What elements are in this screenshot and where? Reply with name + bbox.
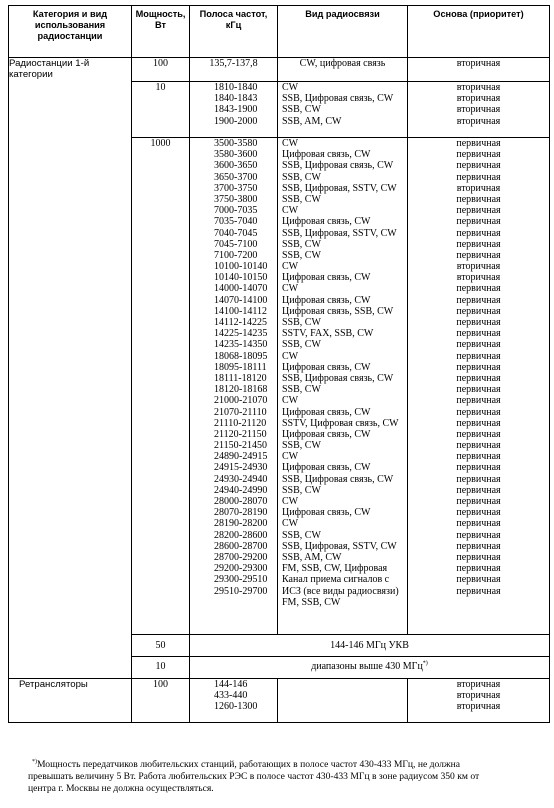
band-value: 29300-29510 <box>214 574 268 586</box>
mode-value: SSB, Цифровая, SSTV, CW <box>282 182 397 194</box>
mode-value: Цифровая связь, CW <box>282 272 371 284</box>
band-value: 7045-7100 <box>214 238 258 250</box>
band-value: 18068-18095 <box>214 350 268 362</box>
band-value: 1840-1843 <box>214 93 258 105</box>
footnote-line-2: превышать величину 5 Вт. Работа любительских РЭС в полосе частот 430-433 МГц в зоне радиусом 350 км от <box>28 771 480 782</box>
priority-value: первичная <box>456 317 501 328</box>
band-value: 28200-28600 <box>214 529 268 541</box>
priority-value: первичная <box>456 574 501 586</box>
priority-value: вторичная <box>456 701 501 713</box>
priority-value: первичная <box>456 350 501 362</box>
mode-value: CW <box>282 261 299 273</box>
priority-value: вторичная <box>456 115 501 127</box>
band-value: 21150-21450 <box>214 440 267 452</box>
band-value: 10140-10150 <box>214 272 268 284</box>
mode-cell <box>278 82 408 138</box>
table-row <box>9 679 550 723</box>
band-value: 10100-10140 <box>214 261 268 273</box>
mode-value: Канал приема сигналов с <box>282 574 390 586</box>
priority-cell <box>408 82 550 138</box>
power-cell: 10 <box>132 657 190 679</box>
band-value: 14112-14225 <box>214 317 267 328</box>
band-value: 24890-24915 <box>214 451 268 463</box>
band-value: 28600-28700 <box>214 540 268 552</box>
footnote-text-1: Мощность передатчиков любительских станций, работающих в полосе частот 430-433 МГц, не должна <box>37 759 460 770</box>
mode-value: CW, цифровая связь <box>299 58 386 69</box>
band-value: 24940-24990 <box>214 484 268 496</box>
merged-band-cell <box>190 635 550 657</box>
priority-value: первичная <box>456 585 501 597</box>
band-value: 28000-28070 <box>214 496 268 507</box>
band-value: 3750-3800 <box>214 193 258 205</box>
mode-value: Цифровая связь, CW <box>282 406 371 418</box>
footnote-line-3: центра г. Москвы не должна осуществляться. <box>28 783 214 794</box>
mode-value: Цифровая связь, CW <box>282 294 371 306</box>
header-band: Полоса частот, кГц <box>190 6 278 58</box>
priority-value: первичная <box>456 462 501 474</box>
priority-value: первичная <box>456 529 501 541</box>
header-power: Мощность, Вт <box>132 6 190 58</box>
mode-value: Цифровая связь, SSB, CW <box>282 305 394 317</box>
priority-value: первичная <box>456 171 501 183</box>
mode-value: SSB, Цифровая связь, CW <box>282 93 394 105</box>
mode-value: ИСЗ (все виды радиосвязи) <box>282 585 399 597</box>
mode-value: Цифровая связь, CW <box>282 149 371 161</box>
mode-value: SSB, Цифровая, SSTV, CW <box>282 540 397 552</box>
band-value: 14235-14350 <box>214 339 268 351</box>
band-text: 144-146 МГц УКВ <box>330 640 409 651</box>
band-value: 433-440 <box>214 690 248 702</box>
priority-value: первичная <box>456 484 501 496</box>
priority-value: вторичная <box>456 182 501 194</box>
band-value: 14225-14235 <box>214 328 268 340</box>
mode-value: CW <box>282 138 299 149</box>
band-value: 7035-7040 <box>214 216 258 228</box>
band-value: 28070-28190 <box>214 507 268 519</box>
header-category: Категория и вид использования радиостанции <box>9 6 132 58</box>
mode-value: SSB, Цифровая связь, CW <box>282 160 394 172</box>
mode-value: CW <box>282 350 299 362</box>
priority-value: первичная <box>456 551 501 563</box>
band-value: 3580-3600 <box>214 149 258 161</box>
band-text: диапазоны выше 430 МГц <box>311 661 423 672</box>
mode-value: SSB, Цифровая связь, CW <box>282 372 394 384</box>
mode-value: SSB, CW <box>282 484 321 496</box>
band-value: 24915-24930 <box>214 462 268 474</box>
priority-value: первичная <box>456 149 501 161</box>
band-value: 7100-7200 <box>214 249 258 261</box>
priority-value: первичная <box>456 384 501 396</box>
power-cell: 50 <box>132 635 190 657</box>
mode-value: Цифровая связь, CW <box>282 462 371 474</box>
priority-value: вторичная <box>456 690 501 702</box>
priority-value: первичная <box>456 294 501 306</box>
frequency-allocation-table <box>8 5 550 723</box>
mode-value: SSB, Цифровая, SSTV, CW <box>282 227 397 239</box>
priority-value: первичная <box>456 440 501 452</box>
priority-value: первичная <box>456 428 501 440</box>
mode-value: SSTV, FAX, SSB, CW <box>282 328 374 340</box>
mode-value: SSB, AM, CW <box>282 551 342 563</box>
priority-value: первичная <box>456 473 501 485</box>
band-value: 28700-29200 <box>214 551 268 563</box>
priority-value: первичная <box>456 138 501 149</box>
mode-value: FM, SSB, CW <box>282 596 341 608</box>
priority-value: первичная <box>456 540 501 552</box>
mode-value: CW <box>282 518 299 530</box>
band-value: 3500-3580 <box>214 138 258 149</box>
priority-value: вторичная <box>456 272 501 284</box>
band-value: 1810-1840 <box>214 82 258 93</box>
priority-value: первичная <box>456 395 501 407</box>
band-cell <box>190 82 278 138</box>
priority-value: первичная <box>456 563 501 575</box>
band-value: 3700-3750 <box>214 182 258 194</box>
priority-value: первичная <box>456 451 501 463</box>
band-value: 14000-14070 <box>214 283 268 295</box>
power-cell: 100 <box>132 679 190 723</box>
mode-cell <box>278 58 408 82</box>
power-cell: 100 <box>132 58 190 82</box>
mode-cell <box>278 679 408 723</box>
mode-value: SSB, Цифровая связь, CW <box>282 473 394 485</box>
priority-value: вторичная <box>456 104 501 116</box>
footnote-mark: *) <box>32 758 37 765</box>
band-value: 1900-2000 <box>214 115 258 127</box>
mode-value: CW <box>282 395 299 407</box>
band-value: 29200-29300 <box>214 563 268 575</box>
priority-value: первичная <box>456 496 501 507</box>
band-value: 18111-18120 <box>214 372 267 384</box>
band-cell <box>190 679 278 723</box>
priority-value: первичная <box>456 193 501 205</box>
footnote <box>28 759 538 795</box>
band-value: 3600-3650 <box>214 160 258 172</box>
mode-value: Цифровая связь, CW <box>282 507 371 519</box>
band-value: 135,7-137,8 <box>209 58 258 69</box>
priority-value: вторичная <box>456 93 501 105</box>
priority-value: первичная <box>456 372 501 384</box>
priority-value: вторичная <box>456 82 501 93</box>
band-value: 24930-24940 <box>214 473 268 485</box>
priority-value: первичная <box>456 249 501 261</box>
band-value: 7040-7045 <box>214 227 258 239</box>
mode-value: SSB, CW <box>282 440 321 452</box>
category-cell <box>9 58 132 679</box>
band-value: 21000-21070 <box>214 395 268 407</box>
power-cell: 10 <box>132 82 190 138</box>
mode-value: Цифровая связь, CW <box>282 428 371 440</box>
mode-value: SSB, CW <box>282 104 321 116</box>
power-cell: 1000 <box>132 138 190 635</box>
category-label: Радиостанции 1-й категории <box>9 58 90 80</box>
priority-value: первичная <box>456 417 501 429</box>
band-value: 1843-1900 <box>214 104 258 116</box>
band-value: 21110-21120 <box>214 417 267 429</box>
header-row <box>9 6 550 58</box>
priority-value: первичная <box>456 518 501 530</box>
mode-value: Цифровая связь, CW <box>282 361 371 373</box>
mode-value: CW <box>282 283 299 295</box>
band-value: 144-146 <box>214 679 248 690</box>
priority-value: вторичная <box>456 261 501 273</box>
mode-value: SSTV, Цифровая связь, CW <box>282 417 399 429</box>
priority-value: первичная <box>456 227 501 239</box>
mode-cell <box>278 138 408 635</box>
band-value: 14100-14112 <box>214 305 267 317</box>
mode-value: SSB, CW <box>282 339 321 351</box>
band-value: 21070-21110 <box>214 406 267 418</box>
mode-value: SSB, CW <box>282 384 321 396</box>
mode-value: Цифровая связь, CW <box>282 216 371 228</box>
merged-band-cell <box>190 657 550 679</box>
priority-cell <box>408 58 550 82</box>
mode-value: SSB, CW <box>282 317 321 328</box>
mode-value: SSB, CW <box>282 193 321 205</box>
priority-value: первичная <box>456 507 501 519</box>
band-cell <box>190 58 278 82</box>
priority-value: первичная <box>456 205 501 217</box>
category-cell <box>9 679 132 723</box>
band-value: 7000-7035 <box>214 205 258 217</box>
priority-cell <box>408 138 550 635</box>
footnote-line-1 <box>28 759 538 771</box>
band-value: 18120-18168 <box>214 384 268 396</box>
band-value: 18095-18111 <box>214 361 267 373</box>
priority-value: первичная <box>456 160 501 172</box>
mode-value: CW <box>282 82 299 93</box>
priority-value: вторичная <box>456 679 501 690</box>
priority-value: вторичная <box>456 58 501 69</box>
priority-value: первичная <box>456 406 501 418</box>
footnote-marker: *) <box>422 660 428 667</box>
header-mode: Вид радиосвязи <box>278 6 408 58</box>
mode-value: CW <box>282 451 299 463</box>
header-basis: Основа (приоритет) <box>408 6 550 58</box>
mode-value: SSB, CW <box>282 238 321 250</box>
band-value: 3650-3700 <box>214 171 258 183</box>
priority-value: первичная <box>456 328 501 340</box>
mode-value: SSB, CW <box>282 171 321 183</box>
priority-value: первичная <box>456 238 501 250</box>
mode-value: SSB, CW <box>282 529 321 541</box>
category-label: Ретрансляторы <box>19 679 88 690</box>
priority-value: первичная <box>456 361 501 373</box>
band-value: 21120-21150 <box>214 428 267 440</box>
band-value: 1260-1300 <box>214 701 258 713</box>
mode-value: CW <box>282 496 299 507</box>
mode-value: CW <box>282 205 299 217</box>
mode-value: SSB, CW <box>282 249 321 261</box>
priority-cell <box>408 679 550 723</box>
band-value: 29510-29700 <box>214 585 268 597</box>
band-cell <box>190 138 278 635</box>
band-value: 28190-28200 <box>214 518 268 530</box>
mode-value: SSB, AM, CW <box>282 115 342 127</box>
priority-value: первичная <box>456 216 501 228</box>
priority-value: первичная <box>456 305 501 317</box>
mode-value: FM, SSB, CW, Цифровая <box>282 563 388 575</box>
band-value: 14070-14100 <box>214 294 268 306</box>
priority-value: первичная <box>456 283 501 295</box>
band-text-row <box>190 661 549 672</box>
priority-value: первичная <box>456 339 501 351</box>
table-row <box>9 58 550 82</box>
